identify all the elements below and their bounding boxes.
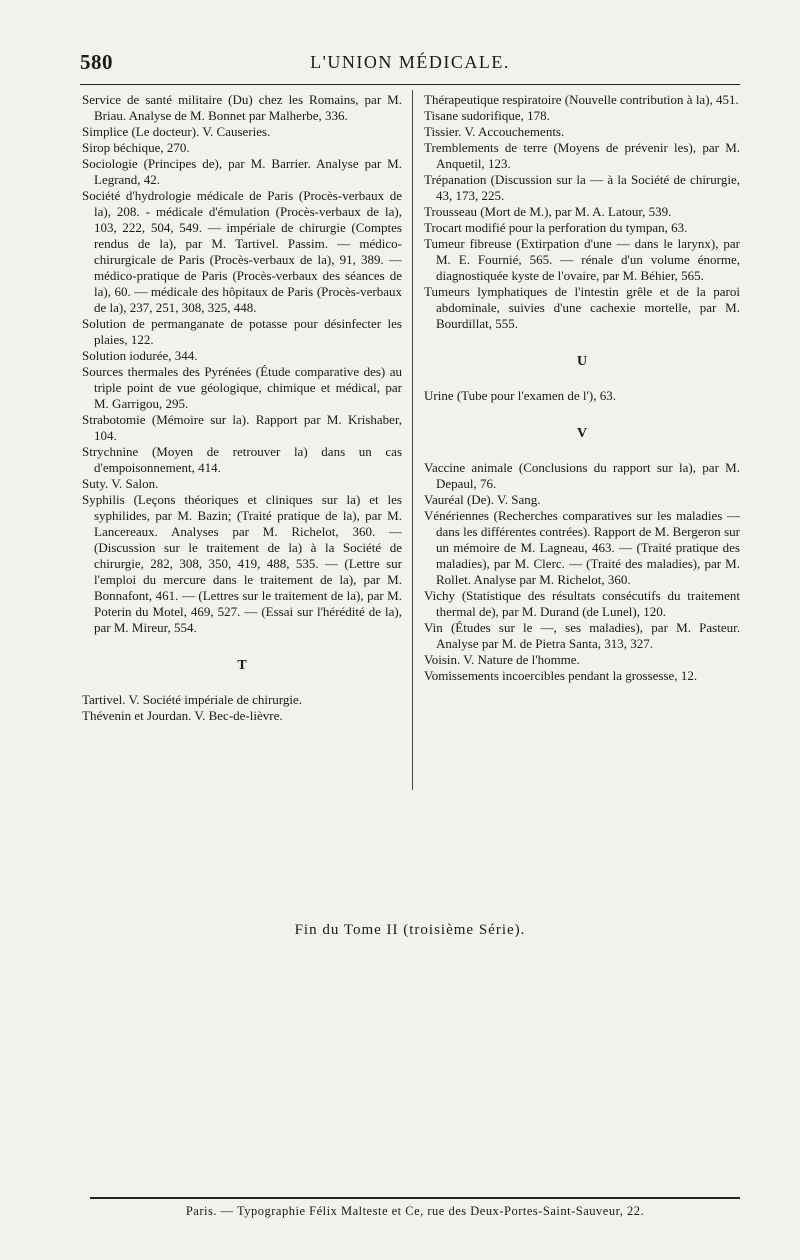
- footer-rule: [90, 1197, 740, 1199]
- index-entry: Solution iodurée, 344.: [82, 348, 198, 363]
- index-entry: Strabotomie (Mémoire sur la). Rapport par M. Krishaber, 104.: [82, 412, 402, 443]
- page-header: [80, 50, 740, 80]
- index-entry: Tumeur fibreuse (Extirpation d'une — dans le larynx), par M. E. Fournié, 565. — rénale d'un volume énorme, diagnostiquée kyste de l'ovaire, par M. Béhier, 565.: [424, 236, 740, 283]
- running-title: L'UNION MÉDICALE.: [310, 52, 510, 72]
- index-entry: Sirop béchique, 270.: [82, 140, 190, 155]
- section-letter-u: U: [576, 354, 588, 369]
- index-entry: Voisin. V. Nature de l'homme.: [424, 652, 580, 667]
- index-entry: Vomissements incoercibles pendant la grossesse, 12.: [424, 668, 698, 683]
- header-rule: [80, 84, 740, 85]
- index-entry: Vin (Études sur le —, ses maladies), par M. Pasteur. Analyse par M. de Pietra Santa, 313, 327.: [424, 620, 740, 651]
- index-entry: Trocart modifié pour la perforation du tympan, 63.: [424, 220, 688, 235]
- right-column: [424, 92, 740, 684]
- index-entry: Tumeurs lymphatiques de l'intestin grêle et de la paroi abdominale, suivies d'une cachexie mortelle, par M. Bourdillat, 555.: [424, 284, 740, 331]
- end-of-volume-note: Fin du Tome II (troisième Série).: [294, 922, 526, 938]
- index-entry: Vaccine animale (Conclusions du rapport sur la), par M. Depaul, 76.: [424, 460, 740, 491]
- index-entry: Thérapeutique respiratoire (Nouvelle contribution à la), 451.: [424, 92, 739, 107]
- section-letter-v: V: [576, 426, 588, 441]
- section-letter-t: T: [237, 658, 247, 673]
- printer-imprint: Paris. — Typographie Félix Malteste et Ce, rue des Deux-Portes-Saint-Sauveur, 22.: [185, 1204, 645, 1218]
- index-entry: Société d'hydrologie médicale de Paris (Procès-verbaux de la), 208. - médicale d'émulation (Procès-verbaux de la), 103, 222, 504, 549. — impériale de chirurgie (Comptes rendus de la), par M. Tartivel. Passim. — médico-chirurgicale de Paris (Procès-verbaux de la), 91, 389. — médico-pratique de Paris (Procès-verbaux des séances de la), 60. — médicale des hôpitaux de Paris (Procès-verbaux de la), 237, 251, 308, 325, 448.: [82, 188, 402, 315]
- index-section-s: [82, 92, 402, 636]
- index-entry: Service de santé militaire (Du) chez les Romains, par M. Briau. Analyse de M. Bonnet par Malherbe, 336.: [82, 92, 402, 123]
- index-section-u: [424, 388, 740, 404]
- index-section-v: [424, 460, 740, 684]
- index-entry: Tartivel. V. Société impériale de chirurgie.: [82, 692, 303, 707]
- index-entry: Vauréal (De). V. Sang.: [424, 492, 541, 507]
- left-column: [82, 92, 402, 724]
- index-entry: Tissier. V. Accouchements.: [424, 124, 565, 139]
- index-entry: Simplice (Le docteur). V. Causeries.: [82, 124, 271, 139]
- index-entry: Solution de permanganate de potasse pour désinfecter les plaies, 122.: [82, 316, 402, 347]
- index-entry: Vénériennes (Recherches comparatives sur les maladies — dans les différentes contrées). Rapport de M. Bergeron sur un mémoire de M. Lagneau, 463. — (Traité pratique des maladies), par M. Clerc. — (Traité des maladies), par M. Rollet. Analyse par M. Richelot, 360.: [424, 508, 740, 587]
- index-entry: Urine (Tube pour l'examen de l'), 63.: [424, 388, 616, 403]
- index-entry: Tisane sudorifique, 178.: [424, 108, 550, 123]
- index-entry: Strychnine (Moyen de retrouver la) dans un cas d'empoisonnement, 414.: [82, 444, 402, 475]
- index-section-t: [82, 692, 402, 724]
- index-entry: Thévenin et Jourdan. V. Bec-de-lièvre.: [82, 708, 283, 723]
- index-section-t-continued: [424, 92, 740, 332]
- index-entry: Sociologie (Principes de), par M. Barrier. Analyse par M. Legrand, 42.: [82, 156, 402, 187]
- index-entry: Vichy (Statistique des résultats consécutifs du traitement thermal de), par M. Durand (de Lunel), 120.: [424, 588, 740, 619]
- index-entry: Sources thermales des Pyrénées (Étude comparative des) au triple point de vue géologique, chimique et médical, par M. Garrigou, 295.: [82, 364, 402, 411]
- index-entry: Syphilis (Leçons théoriques et cliniques sur la) et les syphilides, par M. Bazin; (Traité pratique de la), par M. Lancereaux. Analyses par M. Richelot, 360. — (Discussion sur le traitement de la) à la Société de chirurgie, 282, 308, 350, 419, 488, 535. — (Lettre sur l'emploi du mercure dans le traitement de la), par M. Bonnafont, 461. — (Lettres sur le traitement de la), par M. Poterin du Motel, 469, 527. — (Essai sur l'hérédité de la), par M. Mireur, 554.: [82, 492, 402, 635]
- index-entry: Trépanation (Discussion sur la — à la Société de chirurgie, 43, 173, 225.: [424, 172, 740, 203]
- column-divider: [412, 90, 413, 790]
- index-entry: Trousseau (Mort de M.), par M. A. Latour, 539.: [424, 204, 672, 219]
- index-entry: Suty. V. Salon.: [82, 476, 159, 491]
- page-number: 580: [80, 50, 113, 74]
- index-entry: Tremblements de terre (Moyens de prévenir les), par M. Anquetil, 123.: [424, 140, 740, 171]
